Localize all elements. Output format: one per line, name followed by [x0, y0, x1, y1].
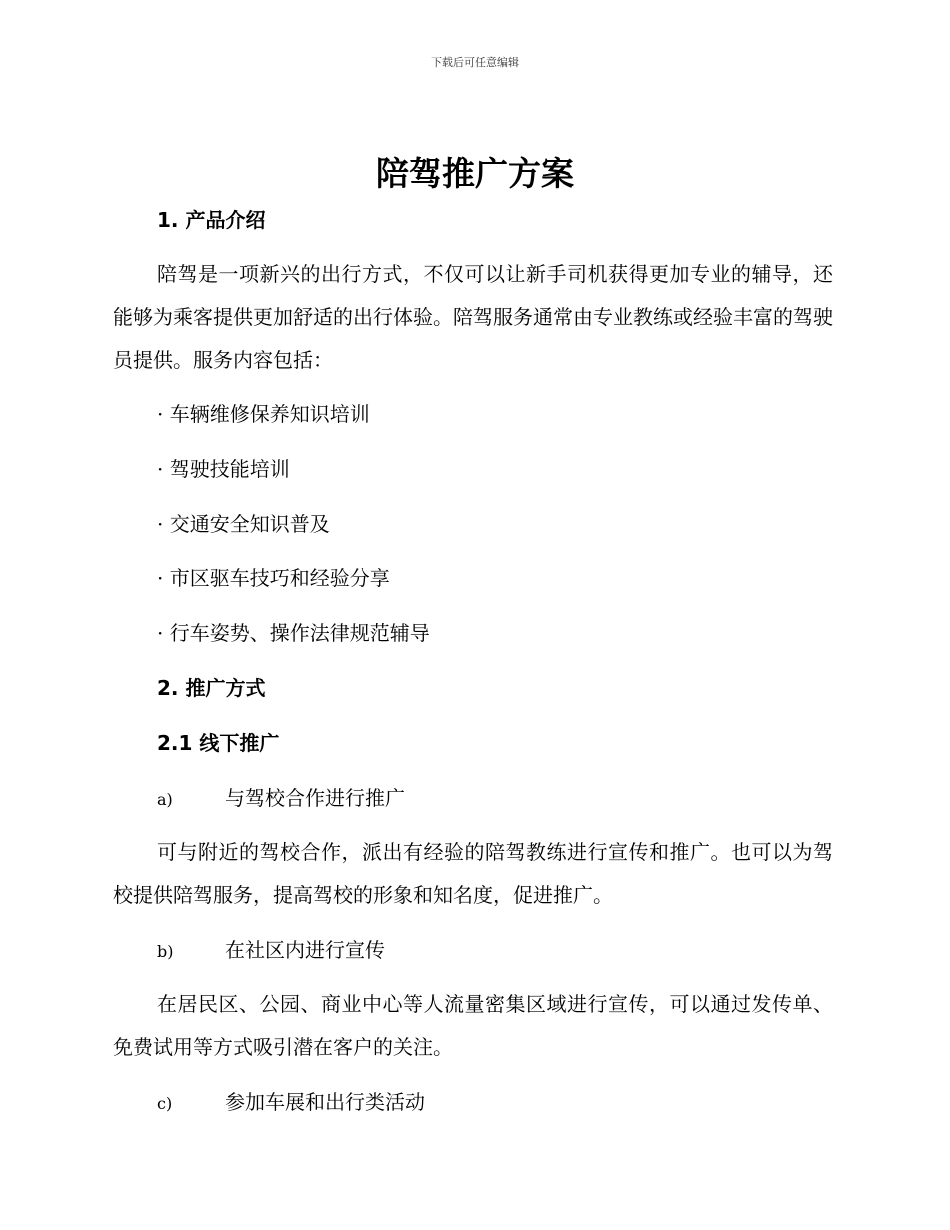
paragraph-community: 在居民区、公园、商业中心等人流量密集区域进行宣传，可以通过发传单、免费试用等方式吸引潜在客户的关注。	[113, 992, 833, 1059]
bullet-item-city-driving: · 市区驱车技巧和经验分享	[157, 566, 390, 590]
bullet-item-traffic-safety: · 交通安全知识普及	[157, 512, 330, 536]
list-item-label: 在社区内进行宣传	[225, 938, 385, 962]
paragraph-driving-school: 可与附近的驾校合作，派出有经验的陪驾教练进行宣传和推广。也可以为驾校提供陪驾服务，提高驾校的形象和知名度，促进推广。	[113, 840, 833, 907]
subsection-heading-offline: 2.1 线下推广	[157, 731, 280, 755]
bullet-item-driving-skills: · 驾驶技能培训	[157, 457, 290, 481]
list-item-label: 与驾校合作进行推广	[225, 786, 405, 810]
page-header-note: 下载后可任意编辑	[431, 56, 519, 69]
list-item-community	[157, 936, 385, 966]
list-marker: b)	[157, 942, 174, 961]
section-heading-product-intro: 1. 产品介绍	[157, 208, 266, 232]
paragraph-product-intro: 陪驾是一项新兴的出行方式，不仅可以让新手司机获得更加专业的辅导，还能够为乘客提供更加舒适的出行体验。陪驾服务通常由专业教练或经验丰富的驾驶员提供。服务内容包括：	[113, 262, 833, 372]
section-heading-promotion: 2. 推广方式	[157, 676, 266, 700]
list-item-driving-school	[157, 784, 405, 814]
list-item-label: 参加车展和出行类活动	[225, 1090, 425, 1114]
list-item-car-show	[157, 1088, 425, 1118]
list-marker: a)	[157, 790, 173, 809]
bullet-item-posture-law: · 行车姿势、操作法律规范辅导	[157, 621, 430, 645]
document-title: 陪驾推广方案	[376, 154, 574, 193]
bullet-item-maintenance: · 车辆维修保养知识培训	[157, 402, 370, 426]
list-marker: c)	[157, 1094, 173, 1113]
